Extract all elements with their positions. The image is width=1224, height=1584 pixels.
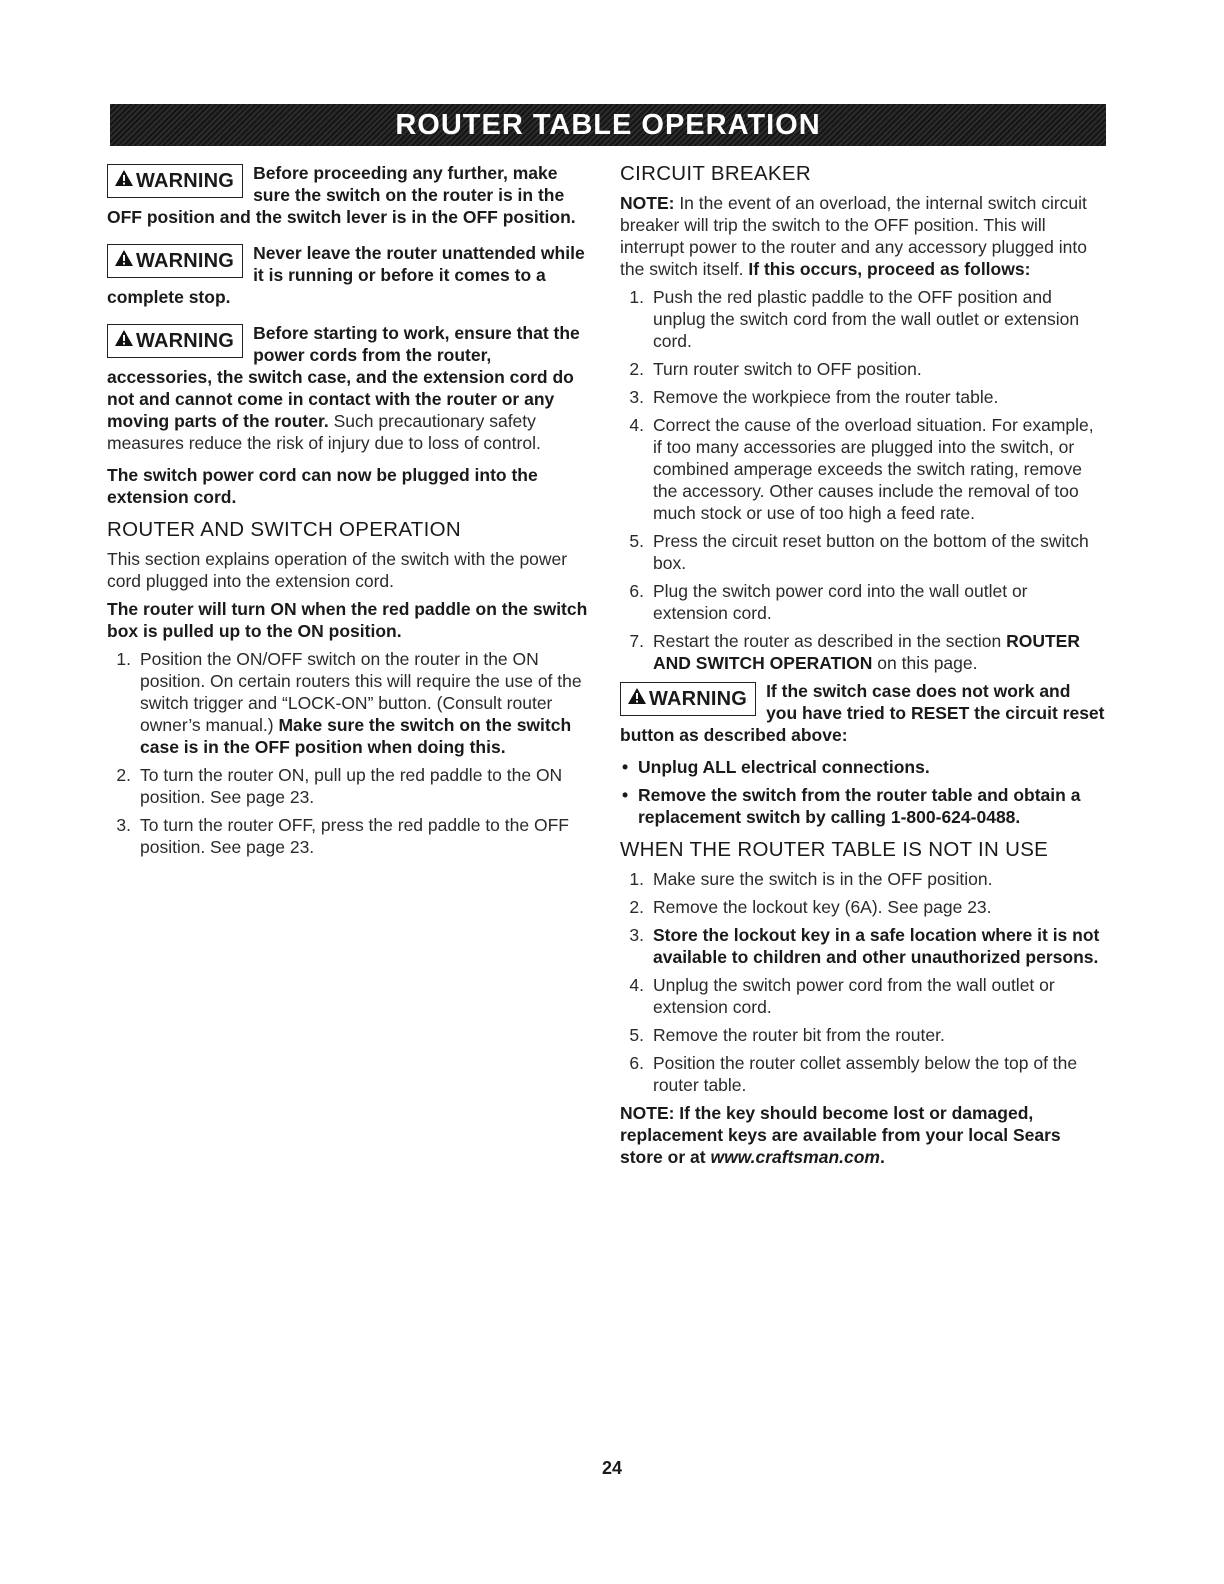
warning-text: If the switch case does not work and you have tried to RESET the circuit reset button as described above: [620,681,1105,745]
section-title-router-switch: ROUTER AND SWITCH OPERATION [107,518,461,541]
left-column [107,162,589,864]
warning-bullets [620,756,1106,828]
list-item: 3. To turn the router OFF, press the red paddle to the OFF position. See page 23. [116,815,569,857]
warning-badge: WARNING [620,682,756,716]
warning-text: Before starting to work, ensure that the power cords from the router, accessories, the switch case, and the extension cord do not and cannot come in contact with the router or any moving parts of the router. Such precautionary safety measures reduce the risk of injury due to loss of control. [107,323,580,453]
plug-note: The switch power cord can now be plugged into the extension cord. [107,465,538,507]
list-item: 2. To turn the router ON, pull up the red paddle to the ON position. See page 23. [116,765,563,807]
list-item: 7. Restart the router as described in the section ROUTER AND SWITCH OPERATION on this page. [629,631,1080,673]
warning-badge: WARNING [107,324,243,358]
craftsman-link[interactable]: www.craftsman.com [710,1147,880,1167]
warning-text: Before proceeding any further, make sure the switch on the router is in the OFF position and the switch lever is in the OFF position. [107,163,576,227]
circuit-breaker-steps [620,286,1106,674]
list-item: 1. Make sure the switch is in the OFF position. [629,869,993,889]
list-item: 2. Turn router switch to OFF position. [629,359,922,379]
warning-badge: WARNING [107,244,243,278]
turn-on-note: The router will turn ON when the red paddle on the switch box is pulled up to the ON position. [107,599,588,641]
right-column [620,162,1106,1174]
list-item: 1. Position the ON/OFF switch on the router in the ON position. On certain routers this will require the use of the switch trigger and “LOCK-ON” button. (Consult router owner’s manual.) Make sure the switch on the switch case is in the OFF position when doing this. [116,649,582,757]
warning-triangle-icon [114,249,134,273]
list-item: 6. Position the router collet assembly below the top of the router table. [629,1053,1078,1095]
list-item: 4. Correct the cause of the overload situation. For example, if too many accessories are plugged into the switch, or combined amperage exceeds the switch rating, remove the accessory. Other causes include the removal of too much stock or use of too high a feed rate. [629,415,1094,523]
list-item: 3. Remove the workpiece from the router table. [629,387,999,407]
list-item: • Remove the switch from the router table and obtain a replacement switch by calling 1-800-624-0488. [622,785,1081,827]
list-item: 5. Press the circuit reset button on the bottom of the switch box. [629,531,1089,573]
list-item: 5. Remove the router bit from the router. [629,1025,945,1045]
warning-block-2 [107,242,589,308]
warning-text: Never leave the router unattended while it is running or before it comes to a complete stop. [107,243,585,307]
page-title: ROUTER TABLE OPERATION [395,108,821,141]
warning-badge: WARNING [107,164,243,198]
section-title-not-in-use: WHEN THE ROUTER TABLE IS NOT IN USE [620,838,1049,861]
list-item: 1. Push the red plastic paddle to the OFF position and unplug the switch cord from the wall outlet or extension cord. [629,287,1080,351]
circuit-breaker-note: NOTE: In the event of an overload, the internal switch circuit breaker will trip the switch to the OFF position. This will interrupt power to the router and any accessory plugged into the switch itself. If this occurs, proceed as follows: [620,193,1087,279]
warning-block-1 [107,162,589,228]
warning-block-4 [620,680,1106,746]
section-intro: This section explains operation of the switch with the power cord plugged into the extension cord. [107,549,568,591]
page-number: 24 [601,1458,623,1478]
list-item: • Unplug ALL electrical connections. [622,757,930,777]
router-switch-steps [107,648,589,858]
list-item: 3. Store the lockout key in a safe location where it is not available to children and other unauthorized persons. [629,925,1100,967]
warning-triangle-icon [627,687,647,711]
warning-triangle-icon [114,329,134,353]
list-item: 4. Unplug the switch power cord from the wall outlet or extension cord. [629,975,1055,1017]
final-note: NOTE: If the key should become lost or damaged, replacement keys are available from your local Sears store or at www.craftsman.com. [620,1103,1061,1167]
warning-block-3 [107,322,589,454]
list-item: 6. Plug the switch power cord into the wall outlet or extension cord. [629,581,1028,623]
warning-triangle-icon [114,169,134,193]
list-item: 2. Remove the lockout key (6A). See page 23. [629,897,992,917]
section-title-circuit-breaker: CIRCUIT BREAKER [620,162,811,185]
page-header-banner [110,104,1106,146]
not-in-use-steps [620,868,1106,1096]
